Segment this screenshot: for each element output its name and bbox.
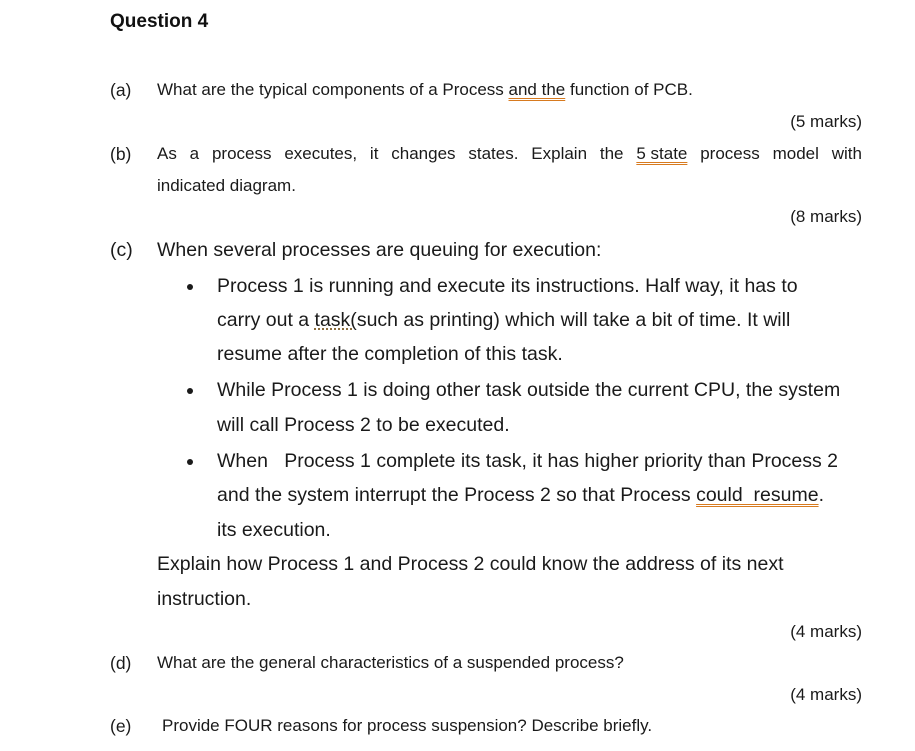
- bullet-3-grammar-flag: could resume: [696, 484, 819, 506]
- bullet-2-line-2: will call Process 2 to be executed.: [217, 414, 510, 436]
- part-a-marks: (5 marks): [790, 112, 862, 131]
- bullet-3-line-2-post: .: [818, 484, 824, 506]
- part-b-word: the: [599, 144, 624, 163]
- part-d-marks: (4 marks): [790, 685, 862, 704]
- part-b-word: Explain: [531, 144, 588, 163]
- bullet-2-dot: [187, 388, 193, 394]
- part-b-word: changes: [391, 144, 456, 163]
- bullet-3-line-3: its execution.: [217, 519, 331, 541]
- bullet-3-line-2: [217, 484, 824, 507]
- part-c-marks: (4 marks): [790, 622, 862, 641]
- bullet-1-line-3: resume after the completion of this task.: [217, 343, 563, 365]
- part-b-word: states.: [468, 144, 519, 163]
- part-b-word: model: [772, 144, 819, 163]
- part-a-text-2: function of PCB.: [565, 80, 693, 99]
- part-c-intro: When several processes are queuing for execution:: [157, 239, 602, 261]
- part-e-label: (e): [110, 716, 132, 736]
- part-b-grammar-flag: 5 state: [636, 144, 688, 163]
- bullet-3-line-2-pre: and the system interrupt the Process 2 so that Process: [217, 484, 697, 506]
- bullet-1-line-1: Process 1 is running and execute its instructions. Half way, it has to: [217, 275, 798, 297]
- part-b-word: As: [157, 144, 177, 163]
- bullet-3-line-1: When Process 1 complete its task, it has higher priority than Process 2: [217, 450, 839, 472]
- part-c-label: (c): [110, 239, 133, 261]
- bullet-1-line-2-pre: carry out a: [217, 309, 315, 331]
- part-b-word: it: [369, 144, 379, 163]
- part-c-outro-line-1: Explain how Process 1 and Process 2 could know the address of its next: [157, 553, 784, 575]
- bullet-1-line-2-post: such as printing) which will take a bit of time. It will: [356, 309, 791, 331]
- part-e-text: Provide FOUR reasons for process suspension? Describe briefly.: [162, 716, 653, 735]
- part-b-line-2: indicated diagram.: [157, 176, 296, 195]
- part-b-word: executes,: [284, 144, 358, 163]
- part-b-word: process: [700, 144, 760, 163]
- part-d-label: (d): [110, 653, 132, 673]
- bullet-1-dot: [187, 284, 193, 290]
- bullet-2-line-1: While Process 1 is doing other task outside the current CPU, the system: [217, 379, 841, 401]
- part-d-text: What are the general characteristics of a suspended process?: [157, 653, 624, 672]
- bullet-1-line-2: [217, 309, 790, 332]
- part-b-label: (b): [110, 144, 132, 164]
- bullet-3-dot: [187, 459, 193, 465]
- part-b-word: with: [831, 144, 862, 163]
- part-a-label: (a): [110, 80, 132, 100]
- bullet-1-grammar-flag: task(: [314, 309, 357, 331]
- part-b-marks: (8 marks): [790, 207, 862, 226]
- part-a-grammar-flag: and the: [508, 80, 566, 99]
- part-b-word: process: [211, 144, 272, 163]
- part-b-line-1: [157, 144, 862, 164]
- question-title: Question 4: [110, 11, 209, 32]
- part-b-word: a: [189, 144, 200, 163]
- part-c-outro-line-2: instruction.: [157, 588, 252, 610]
- part-a-text-1: What are the typical components of a Process: [157, 80, 509, 99]
- part-a-text: [157, 80, 693, 100]
